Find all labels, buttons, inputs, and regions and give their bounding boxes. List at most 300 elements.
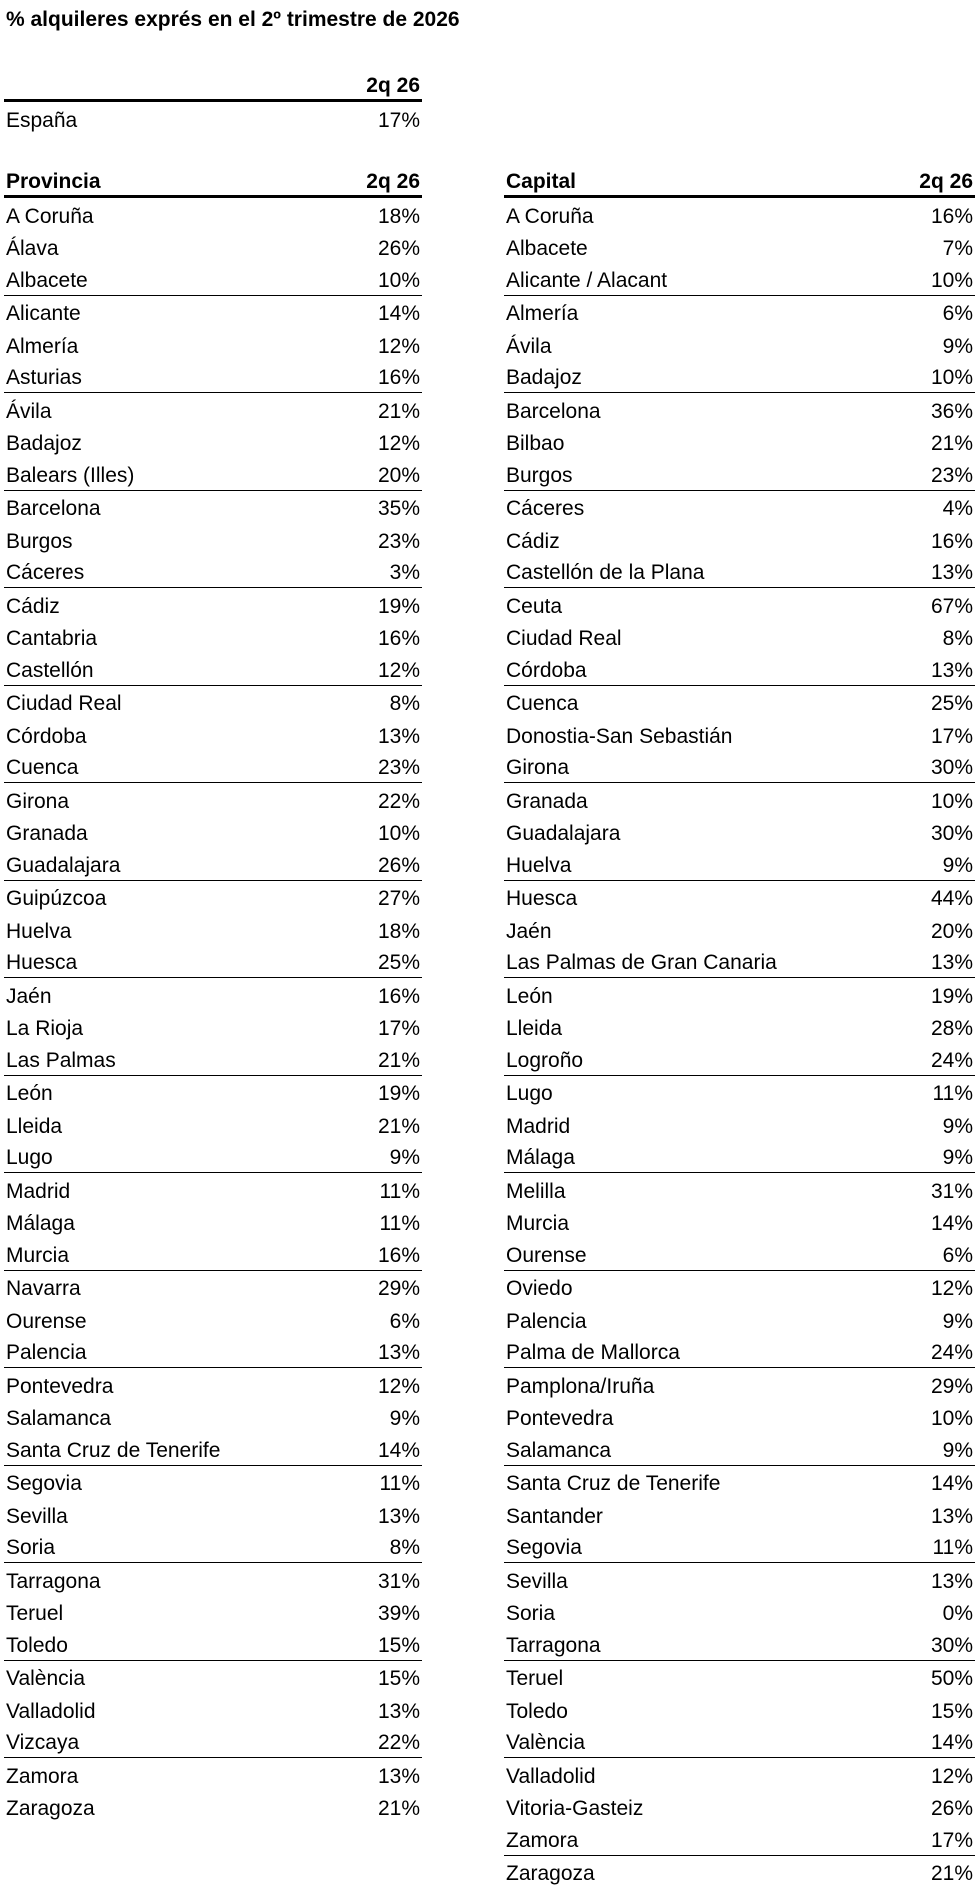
row-value: 16% [930, 529, 973, 553]
row-value: 31% [930, 1179, 973, 1203]
row-name: Girona [6, 789, 70, 813]
row-name: Valladolid [6, 1699, 96, 1723]
table-row [504, 1693, 975, 1726]
row-value: 12% [930, 1764, 973, 1788]
row-value: 9% [942, 334, 973, 358]
table-row [504, 1336, 975, 1369]
table-row [504, 1531, 975, 1564]
table-row [504, 1433, 975, 1466]
row-value: 6% [942, 302, 973, 325]
row-value: 30% [930, 1633, 973, 1657]
table-row [4, 1238, 422, 1271]
row-value: 14% [930, 1472, 973, 1495]
row-name: Cáceres [6, 561, 85, 584]
table-row [504, 458, 975, 491]
table-row [4, 1043, 422, 1076]
table-row [4, 1206, 422, 1239]
row-value: 36% [930, 399, 973, 423]
row-value: 10% [930, 268, 973, 292]
table-row [504, 1238, 975, 1271]
row-name: Córdoba [6, 724, 87, 748]
table-row [504, 1596, 975, 1629]
row-value: 16% [377, 627, 420, 650]
row-value: 21% [377, 1114, 420, 1138]
row-name: León [506, 984, 553, 1008]
table-row [4, 718, 422, 751]
table-row [504, 198, 975, 231]
row-value: 50% [930, 1667, 973, 1690]
row-value: 0% [942, 1602, 973, 1625]
row-name: Lugo [506, 1082, 553, 1105]
table-row [4, 1433, 422, 1466]
row-name: Burgos [506, 463, 573, 487]
row-name: Ciudad Real [6, 692, 122, 715]
row-name: León [6, 1082, 53, 1105]
row-name: Madrid [506, 1114, 571, 1138]
table-row [4, 1141, 422, 1174]
table-row [504, 686, 975, 719]
row-name: Castellón [6, 658, 94, 682]
table-row [4, 881, 422, 914]
row-value: 22% [377, 1731, 420, 1754]
row-name: Cuenca [6, 756, 79, 779]
row-name: A Coruña [506, 204, 594, 228]
capital-table [504, 166, 975, 1888]
table-row [504, 1823, 975, 1856]
row-name: Cádiz [6, 594, 60, 618]
table-row [4, 816, 422, 849]
row-name: Córdoba [506, 658, 587, 682]
row-value: 6% [389, 1309, 420, 1333]
row-value: 8% [389, 692, 420, 715]
row-name: Huelva [6, 919, 72, 943]
row-value: 24% [930, 1341, 973, 1364]
table-row [4, 946, 422, 979]
row-name: Granada [6, 822, 88, 845]
row-name: Burgos [6, 529, 73, 553]
table-row [504, 978, 975, 1011]
row-name: Alicante [6, 302, 81, 325]
row-name: Teruel [6, 1602, 64, 1625]
capital-header-period: 2q 26 [919, 170, 973, 193]
row-value: 23% [930, 463, 973, 487]
row-name: Asturias [6, 366, 82, 389]
row-name: Sevilla [506, 1569, 568, 1593]
table-row [504, 848, 975, 881]
table-row [504, 556, 975, 589]
row-value: 14% [377, 1438, 420, 1462]
row-value: 6% [942, 1243, 973, 1267]
row-value: 22% [377, 789, 420, 813]
table-row [4, 361, 422, 394]
row-name: Huesca [6, 951, 78, 974]
page-title: % alquileres exprés en el 2º trimestre de 2026 [6, 8, 460, 31]
table-row [504, 296, 975, 329]
table-row [4, 1401, 422, 1434]
row-name: Ceuta [506, 594, 563, 618]
row-name: València [506, 1731, 585, 1754]
table-row [4, 296, 422, 329]
row-name: Santa Cruz de Tenerife [506, 1472, 721, 1495]
table-row [504, 361, 975, 394]
row-name: Albacete [6, 268, 88, 292]
table-row [504, 881, 975, 914]
table-row [504, 263, 975, 296]
table-row [504, 1303, 975, 1336]
table-row [4, 263, 422, 296]
row-name: Huesca [506, 887, 578, 910]
table-row [504, 1108, 975, 1141]
row-value: 9% [942, 1309, 973, 1333]
row-value: 67% [930, 594, 973, 618]
row-value: 17% [377, 1017, 420, 1040]
row-name: Palencia [6, 1341, 87, 1364]
row-value: 25% [377, 951, 420, 974]
row-value: 25% [930, 692, 973, 715]
table-row [4, 491, 422, 524]
row-name: Murcia [506, 1212, 570, 1235]
table-row [504, 523, 975, 556]
table-row [504, 1628, 975, 1661]
table-row [4, 783, 422, 816]
table-row [4, 1596, 422, 1629]
row-value: 7% [942, 237, 973, 260]
row-name: Palencia [506, 1309, 587, 1333]
spain-header-period: 2q 26 [366, 74, 420, 97]
table-row [4, 1563, 422, 1596]
row-value: 21% [930, 432, 973, 455]
row-value: 13% [930, 951, 973, 974]
table-row [504, 328, 975, 361]
table-row [504, 1726, 975, 1759]
provincia-header-label: Provincia [6, 170, 101, 193]
table-row [4, 231, 422, 264]
row-name: Salamanca [506, 1438, 612, 1462]
row-name: Jaén [506, 919, 552, 943]
table-row [504, 751, 975, 784]
row-name: València [6, 1667, 85, 1690]
row-name: Ourense [506, 1243, 587, 1267]
row-name: Pontevedra [506, 1407, 614, 1430]
table-row [504, 1758, 975, 1791]
row-value: 3% [389, 561, 420, 584]
row-name: Toledo [506, 1699, 568, 1723]
row-name: Cuenca [506, 692, 579, 715]
row-name: Soria [506, 1602, 556, 1625]
row-value: 13% [930, 561, 973, 584]
row-name: Santander [506, 1504, 603, 1528]
row-name: Huelva [506, 853, 572, 877]
table-row [504, 1466, 975, 1499]
table-row [504, 1271, 975, 1304]
table-row [504, 231, 975, 264]
row-value: 30% [930, 822, 973, 845]
table-row [504, 1563, 975, 1596]
capital-header-label: Capital [506, 170, 577, 193]
row-name: Almería [6, 334, 79, 358]
row-name: Bilbao [506, 432, 565, 455]
table-row [504, 1498, 975, 1531]
row-value: 44% [930, 887, 973, 910]
row-name: Soria [6, 1536, 56, 1559]
table-row [504, 783, 975, 816]
table-row [4, 393, 422, 426]
table-row [504, 816, 975, 849]
row-value: 23% [377, 756, 420, 779]
spain-table [4, 70, 422, 135]
row-value: 35% [377, 497, 420, 520]
table-row [4, 1108, 422, 1141]
row-name: Lleida [506, 1017, 563, 1040]
row-value: 12% [377, 1374, 420, 1398]
row-value: 14% [377, 302, 420, 325]
table-row [504, 1856, 975, 1888]
spain-row [4, 102, 422, 135]
row-value: 11% [379, 1212, 420, 1235]
table-row [4, 1693, 422, 1726]
table-row [504, 1661, 975, 1694]
capital-table-header [504, 166, 975, 198]
row-value: 18% [377, 919, 420, 943]
row-name: Badajoz [6, 432, 82, 455]
row-name: Ourense [6, 1309, 87, 1333]
row-value: 9% [942, 1146, 973, 1169]
row-value: 9% [942, 853, 973, 877]
row-name: Palma de Mallorca [506, 1341, 680, 1364]
row-name: Granada [506, 789, 588, 813]
row-value: 30% [930, 756, 973, 779]
table-row [504, 913, 975, 946]
table-row [504, 946, 975, 979]
row-value: 29% [930, 1374, 973, 1398]
table-row [4, 1628, 422, 1661]
table-row [4, 1466, 422, 1499]
row-value: 11% [932, 1536, 973, 1559]
provincia-header-period: 2q 26 [366, 170, 420, 193]
row-name: Tarragona [506, 1633, 601, 1657]
row-name: Murcia [6, 1243, 70, 1267]
table-row [4, 523, 422, 556]
table-row [4, 1758, 422, 1791]
table-row [4, 978, 422, 1011]
row-name: Vizcaya [6, 1731, 80, 1754]
table-row [4, 458, 422, 491]
provincia-table-header [4, 166, 422, 198]
row-value: 12% [377, 658, 420, 682]
row-name: Donostia-San Sebastián [506, 724, 733, 748]
row-name: Barcelona [6, 497, 101, 520]
row-name: Melilla [506, 1179, 566, 1203]
row-value: 10% [930, 789, 973, 813]
row-value: 8% [942, 627, 973, 650]
row-name: Zaragoza [6, 1797, 95, 1820]
row-name: Cádiz [506, 529, 560, 553]
row-name: Málaga [6, 1212, 75, 1235]
row-name: Zamora [6, 1764, 79, 1788]
row-name: Segovia [6, 1472, 82, 1495]
row-name: Cáceres [506, 497, 585, 520]
row-value: 19% [930, 984, 973, 1008]
row-name: Logroño [506, 1048, 584, 1072]
row-value: 9% [942, 1438, 973, 1462]
provincia-table [4, 166, 422, 1823]
row-value: 13% [377, 724, 420, 748]
row-value: 26% [930, 1797, 973, 1820]
row-name: Las Palmas de Gran Canaria [506, 951, 777, 974]
row-value: 13% [930, 1504, 973, 1528]
row-value: 27% [377, 887, 420, 910]
row-value: 14% [930, 1731, 973, 1754]
row-name: Ávila [6, 399, 52, 423]
table-row [4, 1173, 422, 1206]
row-value: 15% [377, 1667, 420, 1690]
row-value: 13% [377, 1341, 420, 1364]
row-value: 13% [930, 1569, 973, 1593]
row-name: Valladolid [506, 1764, 596, 1788]
table-row [504, 426, 975, 459]
row-name: Ávila [506, 334, 552, 358]
table-row [4, 1726, 422, 1759]
table-row [504, 491, 975, 524]
row-name: Badajoz [506, 366, 582, 389]
row-value: 23% [377, 529, 420, 553]
table-row [4, 913, 422, 946]
table-row [504, 1043, 975, 1076]
row-value: 21% [930, 1862, 973, 1885]
row-name: Alicante / Alacant [506, 268, 668, 292]
row-name: Jaén [6, 984, 52, 1008]
row-value: 19% [377, 1082, 420, 1105]
table-row [504, 1206, 975, 1239]
row-name: Santa Cruz de Tenerife [6, 1438, 221, 1462]
table-row [4, 1531, 422, 1564]
row-name: Almería [506, 302, 579, 325]
row-value: 12% [930, 1277, 973, 1300]
table-row [4, 1368, 422, 1401]
row-value: 8% [389, 1536, 420, 1559]
table-row [4, 1661, 422, 1694]
row-name: Zamora [506, 1828, 579, 1852]
row-value: 13% [930, 658, 973, 682]
row-value: 21% [377, 1048, 420, 1072]
row-value: 4% [942, 497, 973, 520]
table-row [4, 588, 422, 621]
row-value: 26% [377, 237, 420, 260]
row-name: Málaga [506, 1146, 575, 1169]
row-name: Pamplona/Iruña [506, 1374, 655, 1398]
row-value: 28% [930, 1017, 973, 1040]
table-row [504, 1076, 975, 1109]
table-row [504, 393, 975, 426]
row-name: Guadalajara [506, 822, 621, 845]
table-row [504, 1791, 975, 1824]
row-value: 13% [377, 1504, 420, 1528]
spain-row-value: 17% [377, 108, 420, 132]
table-row [4, 556, 422, 589]
table-row [4, 1303, 422, 1336]
row-name: Álava [6, 237, 59, 260]
row-value: 10% [377, 268, 420, 292]
row-name: Madrid [6, 1179, 71, 1203]
row-value: 14% [930, 1212, 973, 1235]
row-value: 21% [377, 1797, 420, 1820]
row-value: 16% [377, 1243, 420, 1267]
row-name: Cantabria [6, 627, 98, 650]
row-value: 21% [377, 399, 420, 423]
row-name: Teruel [506, 1667, 564, 1690]
row-value: 15% [377, 1633, 420, 1657]
row-name: Albacete [506, 237, 588, 260]
table-row [4, 621, 422, 654]
row-name: A Coruña [6, 204, 94, 228]
row-value: 9% [389, 1407, 420, 1430]
row-name: Lleida [6, 1114, 63, 1138]
row-value: 16% [930, 204, 973, 228]
row-name: Toledo [6, 1633, 68, 1657]
row-value: 17% [930, 1828, 973, 1852]
table-row [504, 1011, 975, 1044]
row-value: 13% [377, 1699, 420, 1723]
row-name: Pontevedra [6, 1374, 114, 1398]
row-name: Segovia [506, 1536, 582, 1559]
table-row [504, 718, 975, 751]
row-value: 12% [377, 432, 420, 455]
row-name: Guadalajara [6, 853, 121, 877]
row-value: 9% [389, 1146, 420, 1169]
table-row [4, 1498, 422, 1531]
row-name: Zaragoza [506, 1862, 595, 1885]
row-value: 18% [377, 204, 420, 228]
row-name: Castellón de la Plana [506, 561, 705, 584]
row-value: 13% [377, 1764, 420, 1788]
row-value: 9% [942, 1114, 973, 1138]
row-name: Salamanca [6, 1407, 112, 1430]
row-name: Navarra [6, 1277, 81, 1300]
row-value: 12% [377, 334, 420, 358]
table-row [504, 621, 975, 654]
row-value: 16% [377, 984, 420, 1008]
spain-row-name: España [6, 108, 78, 132]
row-value: 11% [379, 1179, 420, 1203]
table-row [504, 1368, 975, 1401]
provincia-rows [4, 198, 422, 1823]
row-name: Tarragona [6, 1569, 101, 1593]
table-row [4, 1271, 422, 1304]
row-name: Las Palmas [6, 1048, 116, 1072]
row-name: Girona [506, 756, 570, 779]
spain-table-header [4, 70, 422, 102]
row-name: La Rioja [6, 1017, 84, 1040]
row-name: Oviedo [506, 1277, 573, 1300]
row-value: 17% [930, 724, 973, 748]
table-row [504, 1173, 975, 1206]
row-value: 29% [377, 1277, 420, 1300]
row-value: 11% [379, 1472, 420, 1495]
row-name: Ciudad Real [506, 627, 622, 650]
table-row [4, 328, 422, 361]
row-value: 15% [930, 1699, 973, 1723]
table-row [4, 198, 422, 231]
row-value: 20% [930, 919, 973, 943]
row-value: 31% [377, 1569, 420, 1593]
row-value: 16% [377, 366, 420, 389]
table-row [504, 588, 975, 621]
row-value: 39% [377, 1602, 420, 1625]
row-value: 19% [377, 594, 420, 618]
row-name: Sevilla [6, 1504, 68, 1528]
row-name: Barcelona [506, 399, 601, 423]
table-row [504, 1401, 975, 1434]
